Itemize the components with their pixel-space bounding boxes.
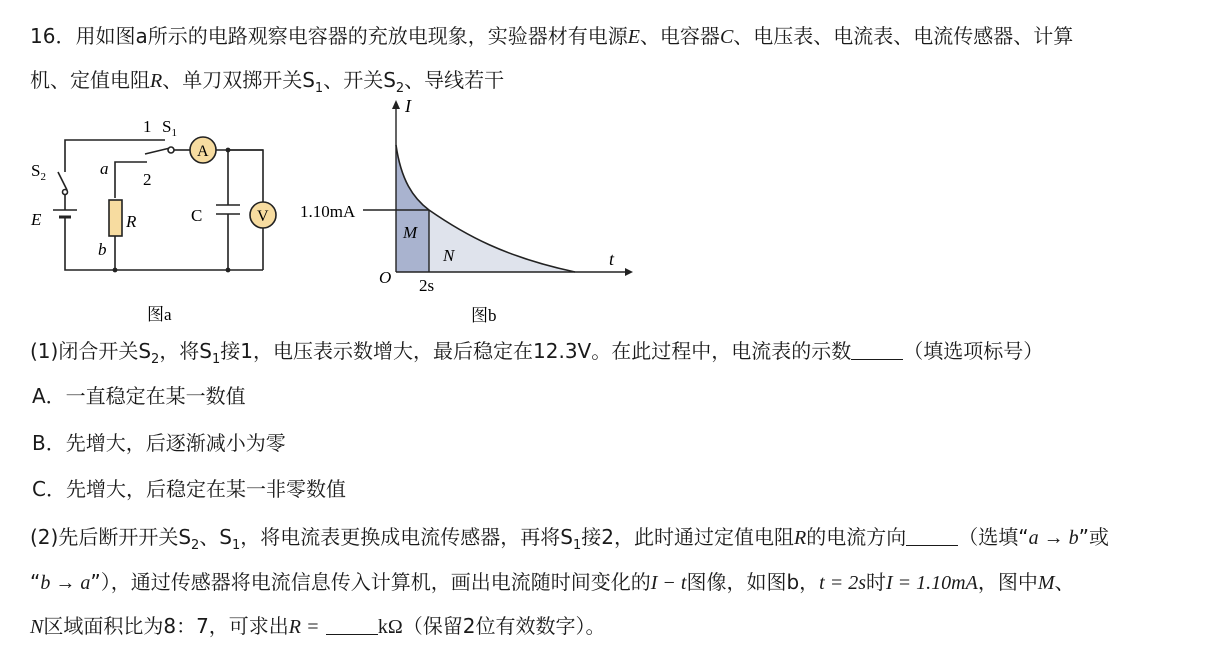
q2-text: 图像，如图b， xyxy=(686,570,820,594)
junction-top xyxy=(226,148,231,153)
q2-text: 接2，此时通过定值电阻 xyxy=(581,525,795,549)
question-part-2-line-2 xyxy=(30,566,1075,595)
label-s1: $S_1$ xyxy=(162,117,177,139)
i-axis-arrow xyxy=(392,100,400,109)
resistor-body xyxy=(109,200,122,236)
wire-top-left xyxy=(65,140,165,162)
q2-text: 、 xyxy=(1054,570,1075,594)
q1-text: (1)闭合开关S xyxy=(30,339,152,363)
wire-voltmeter-top xyxy=(228,150,263,202)
label-2s: 2s xyxy=(419,276,435,295)
answer-blank-3[interactable] xyxy=(326,616,378,635)
direction-b-to-a: b → a xyxy=(40,572,91,594)
unit-kohm: kΩ xyxy=(377,616,403,638)
label-s2: $S_2$ xyxy=(31,161,46,183)
q2-text: 、S xyxy=(199,525,233,549)
label-current-value: 1.10mA xyxy=(300,202,356,221)
symbol-R: R xyxy=(794,527,807,549)
label-t-axis: t xyxy=(609,249,615,269)
s1-pivot xyxy=(168,147,174,153)
q2-text: ”），通过传感器将电流信息传入计算机，画出电流随时间变化的 xyxy=(90,570,651,594)
q2-text: ，图中 xyxy=(977,570,1038,594)
junction-bottom-right xyxy=(226,268,231,273)
formula-R-equals: R = xyxy=(288,616,320,638)
option-C: C．先增大，后稳定在某一非零数值 xyxy=(32,477,346,501)
question-stem-line-1 xyxy=(30,20,1073,49)
stem-text: 、单刀双掷开关S xyxy=(162,68,315,92)
formula-t-2s: t = 2s xyxy=(819,572,867,594)
label-capacitor-C: C xyxy=(191,206,203,225)
symbol-M: M xyxy=(1037,572,1055,594)
stem-text: 机、定值电阻 xyxy=(30,68,150,92)
figure-b-caption: 图b xyxy=(471,306,497,325)
s2-pivot xyxy=(63,190,68,195)
figure-b-graph xyxy=(295,95,640,325)
subscript: 1 xyxy=(573,538,582,553)
symbol-R: R xyxy=(150,70,163,92)
symbol-C: C xyxy=(719,26,734,48)
question-stem-line-2 xyxy=(30,64,504,96)
label-node-b: b xyxy=(98,240,107,259)
subscript: 2 xyxy=(395,81,405,96)
q2-text: （选填“ xyxy=(958,525,1029,549)
stem-text: 、导线若干 xyxy=(404,68,505,92)
label-contact-2: 2 xyxy=(143,170,152,189)
region-M xyxy=(396,145,429,272)
question-part-1 xyxy=(30,335,1043,367)
s2-blade xyxy=(58,172,67,190)
question-number: 16． xyxy=(30,24,76,48)
q2-text: （保留2位有效数字）。 xyxy=(402,614,606,638)
figure-a-circuit xyxy=(25,110,295,325)
subscript: 2 xyxy=(151,352,160,367)
subscript: 2 xyxy=(191,538,200,553)
figure-a-caption: 图a xyxy=(147,305,172,324)
label-I-axis: I xyxy=(405,96,411,116)
t-axis-arrow xyxy=(625,268,633,276)
junction-bottom-left xyxy=(113,268,118,273)
stem-text: 、电压表、电流表、电流传感器、计算 xyxy=(733,24,1074,48)
label-battery-E: E xyxy=(31,210,42,229)
option-B: B．先增大，后逐渐减小为零 xyxy=(32,431,286,455)
subscript: 1 xyxy=(212,352,221,367)
s1-blade xyxy=(145,148,170,154)
stem-text: 用如图a所示的电路观察电容器的充放电现象，实验器材有电源 xyxy=(75,24,628,48)
q1-text: ，将S xyxy=(159,339,213,363)
label-origin: O xyxy=(379,268,392,287)
label-ammeter: A xyxy=(197,143,209,160)
stem-text: 、电容器 xyxy=(639,24,720,48)
subscript: 1 xyxy=(232,538,241,553)
question-part-2-line-3 xyxy=(30,610,605,639)
stem-text: 、开关S xyxy=(323,68,396,92)
direction-a-to-b: a → b xyxy=(1028,527,1079,549)
symbol-N: N xyxy=(30,616,44,638)
question-part-2-line-1 xyxy=(30,521,1109,553)
label-region-M: M xyxy=(403,223,418,242)
q2-text: 区域面积比为8：7，可求出 xyxy=(43,614,289,638)
formula-I-t: I − t xyxy=(650,572,687,594)
formula-I-value: I = 1.10mA xyxy=(886,572,978,594)
q1-text: 接1，电压表示数增大，最后稳定在12.3V。在此过程中，电流表的示数 xyxy=(220,339,852,363)
q2-text: 的电流方向 xyxy=(806,525,907,549)
answer-blank-2[interactable] xyxy=(906,527,958,546)
label-region-N: N xyxy=(443,246,455,265)
q2-text: (2)先后断开开关S xyxy=(30,525,192,549)
label-resistor-R: R xyxy=(126,212,137,231)
subscript: 1 xyxy=(314,81,324,96)
label-node-a: a xyxy=(100,159,109,178)
symbol-E: E xyxy=(627,26,640,48)
answer-blank-1[interactable] xyxy=(851,341,903,360)
q2-text: ，将电流表更换成电流传感器，再将S xyxy=(240,525,573,549)
q2-text: 时 xyxy=(866,570,887,594)
q2-text: ”或 xyxy=(1078,525,1109,549)
label-voltmeter: V xyxy=(257,208,269,225)
wire-bottom xyxy=(65,217,263,270)
option-A: A．一直稳定在某一数值 xyxy=(32,384,246,408)
q1-text: （填选项标号） xyxy=(903,339,1044,363)
q2-text: “ xyxy=(30,570,41,594)
label-contact-1: 1 xyxy=(143,117,152,136)
